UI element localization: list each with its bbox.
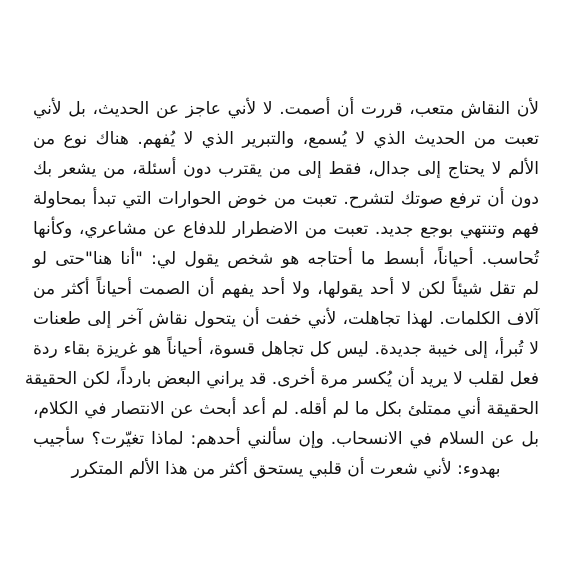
text-line-8: آلاف الكلمات. لهذا تجاهلت، لأني خفت أن يتحول نقاش آخر إلى طعنات bbox=[33, 309, 539, 329]
text-line-11: الحقيقة أني ممتلئ بكل ما لم أقله. لم أعد أبحث عن الانتصار في الكلام، bbox=[33, 399, 539, 419]
text-line-3: الألم لا يحتاج إلى جدال، فقط إلى من يقترب دون أسئلة، من يشعر بك bbox=[33, 159, 539, 179]
text-line-2: تعبت من الحديث الذي لا يُسمع، والتبرير الذي لا يُفهم. هناك نوع من bbox=[33, 129, 539, 149]
text-line-1: لأن النقاش متعب، قررت أن أصمت. لا لأني عاجز عن الحديث، بل لأني bbox=[33, 99, 539, 119]
text-line-5: فهم وتنتهي بوجع جديد. تعبت من الاضطرار للدفاع عن مشاعري، وكأنها bbox=[33, 219, 539, 239]
text-body bbox=[24, 94, 539, 484]
text-line-4: دون أن ترفع صوتك لتشرح. تعبت من خوض الحوارات التي تبدأ بمحاولة bbox=[33, 189, 539, 209]
text-line-7: لم تقل شيئاً لكن لا أحد يقولها، ولا أحد يفهم أن الصمت أحياناً أكثر من bbox=[33, 279, 539, 299]
text-line-9: لا تُبرأ، إلى خيبة جديدة. ليس كل تجاهل قسوة، أحياناً هو غريزة بقاء ردة bbox=[33, 339, 539, 359]
text-line-6: تُحاسب. أحياناً، أبسط ما أحتاجه هو شخص يقول لي: "أنا هنا"حتى لو bbox=[33, 249, 539, 269]
text-line-10: فعل لقلب لا يريد أن يُكسر مرة أخرى. قد يراني البعض بارداً، لكن الحقيقة bbox=[24, 369, 539, 389]
text-line-13: بهدوء: لأني شعرت أن قلبي يستحق أكثر من هذا الألم المتكرر bbox=[71, 459, 501, 479]
text-line-12: بل عن السلام في الانسحاب. وإن سألني أحدهم: لماذا تغيّرت؟ سأجيب bbox=[33, 429, 539, 449]
